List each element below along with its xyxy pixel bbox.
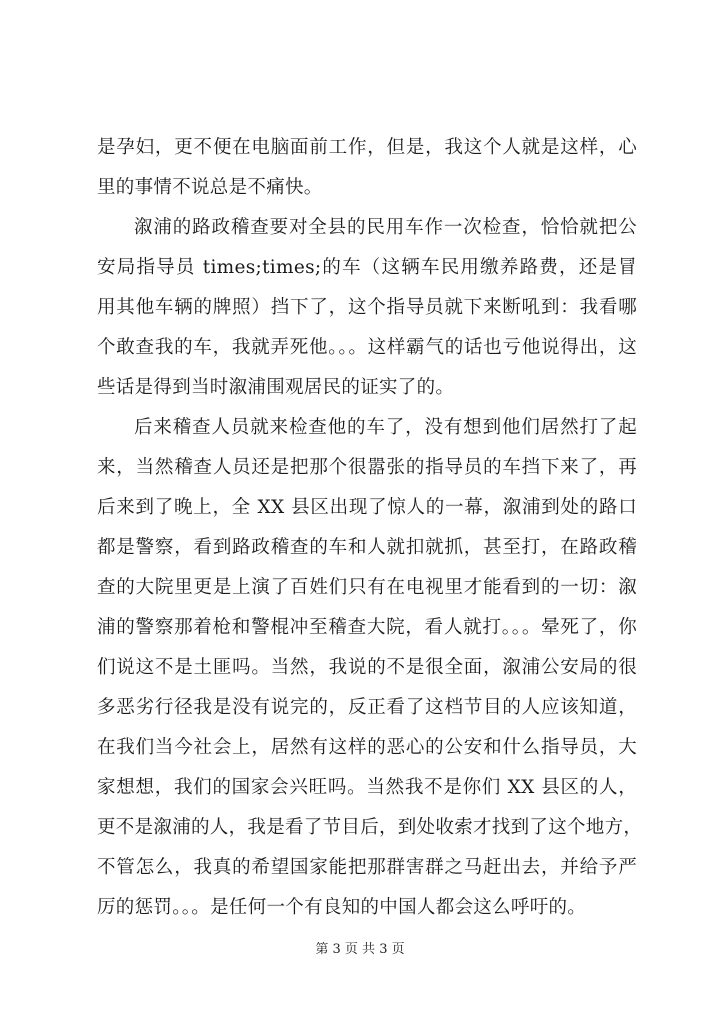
- text-line: 厉的惩罚。。。是任何一个有良知的中国人都会这么呼吁的。: [97, 897, 587, 918]
- text-line: 用其他车辆的牌照）挡下了，这个指导员就下来断吼到：我看哪: [97, 297, 637, 318]
- text-line: 些话是得到当时溆浦围观居民的证实了的。: [97, 377, 455, 398]
- text-line: 来，当然稽查人员还是把那个很嚣张的指导员的车挡下来了，再: [97, 457, 637, 478]
- text-line: 不管怎么，我真的希望国家能把那群害群之马赶出去，并给予严: [97, 857, 637, 878]
- text-line: 安局指导员 times;times;的车（这辆车民用缴养路费，还是冒: [97, 257, 637, 278]
- text-line: 个敢查我的车，我就弄死他。。。这样霸气的话也亏他说得出，这: [97, 337, 637, 358]
- text-line: 里的事情不说总是不痛快。: [97, 177, 323, 198]
- text-line: 都是警察，看到路政稽查的车和人就扣就抓，甚至打，在路政稽: [97, 537, 637, 558]
- text-line: 更不是溆浦的人，我是看了节目后，到处收索才找到了这个地方，: [97, 817, 643, 838]
- paragraph-start-line: 后来稽查人员就来检查他的车了，没有想到他们居然打了起: [134, 417, 637, 438]
- text-line: 家想想，我们的国家会兴旺吗。当然我不是你们 XX 县区的人，: [97, 777, 637, 798]
- text-line: 浦的警察那着枪和警棍冲至稽查大院，看人就打。。。晕死了，你: [97, 617, 637, 638]
- text-line: 多恶劣行径我是没有说完的，反正看了这档节目的人应该知道，: [97, 697, 637, 718]
- body-text: [97, 128, 643, 928]
- text-line: 们说这不是土匪吗。当然，我说的不是很全面，溆浦公安局的很: [97, 657, 637, 678]
- text-line: 查的大院里更是上演了百姓们只有在电视里才能看到的一切：溆: [97, 577, 637, 598]
- paragraph-start-line: 溆浦的路政稽查要对全县的民用车作一次检查，恰恰就把公: [134, 217, 637, 238]
- text-line: 在我们当今社会上，居然有这样的恶心的公安和什么指导员，大: [97, 737, 637, 758]
- text-line: 后来到了晚上，全 XX 县区出现了惊人的一幕，溆浦到处的路口: [97, 497, 637, 518]
- page-number-footer: 第 3 页 共 3 页: [315, 942, 405, 957]
- text-line: 是孕妇，更不便在电脑面前工作，但是，我这个人就是这样，心: [97, 137, 637, 158]
